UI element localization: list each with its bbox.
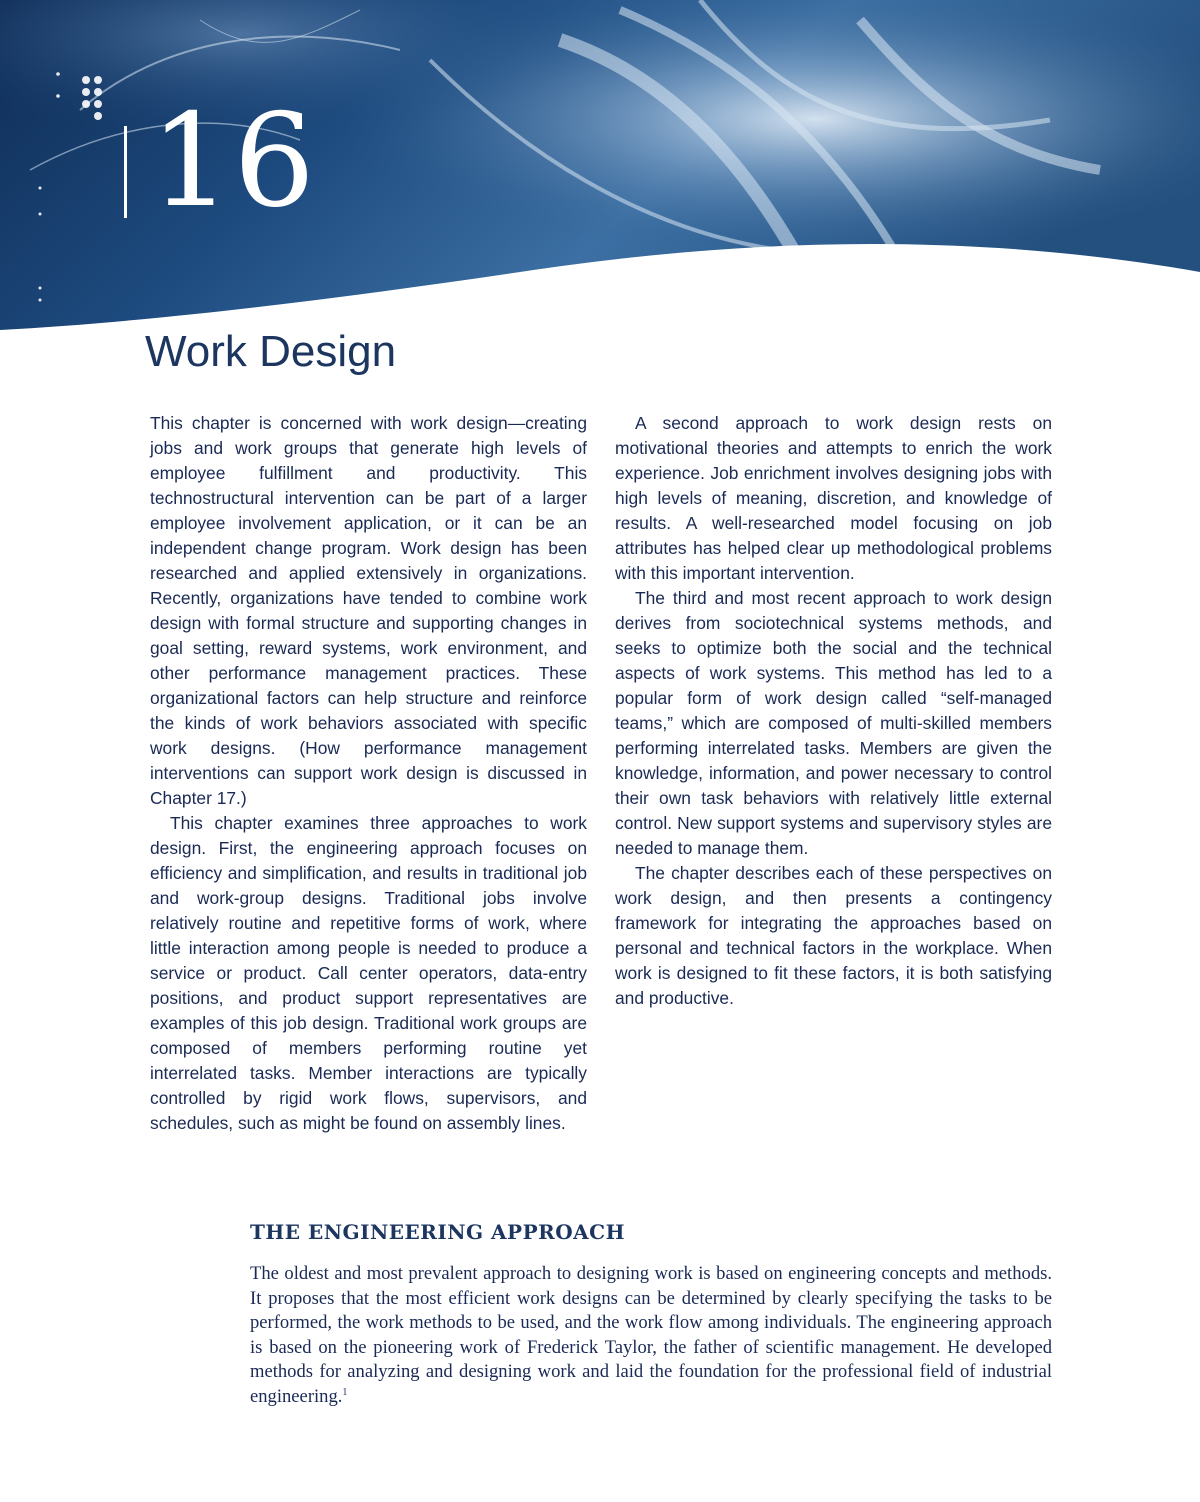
section-body [250,1262,1052,1410]
intro-paragraph: This chapter examines three approaches to work design. First, the engineering approach focuses on efficiency and simplification, and results in traditional job and work-group designs. Traditional jobs involve relatively routine and repetitive forms of work, where little interaction among people is needed to produce a service or product. Call center operators, data-entry positions, and product support representatives are examples of this job design. Traditional work groups are composed of members performing routine yet interrelated tasks. Member interactions are typically controlled by rigid work flows, supervisors, and schedules, such as might be found on assembly lines. [150,813,587,1133]
intro-paragraph: A second approach to work design rests on motivational theories and attempts to enrich the work experience. Job enrichment involves designing jobs with high levels of meaning, discretion, and knowledge of results. A well-researched model focusing on job attributes has helped clear up methodological problems with this important intervention. [615,413,1052,583]
footnote-marker[interactable]: 1 [342,1386,348,1398]
intro-paragraph: The third and most recent approach to work design derives from sociotechnical systems methods, and seeks to optimize both the social and the technical aspects of work systems. This method has led to a popular form of work design called “self-managed teams,” which are composed of multi-skilled members performing interrelated tasks. Members are given the knowledge, information, and power necessary to control their own task behaviors with relatively little external control. New support systems and supervisory styles are needed to manage them. [615,588,1052,858]
intro-paragraph: The chapter describes each of these perspectives on work design, and then presents a contingency framework for integrating the approaches based on personal and technical factors in the workplace. When work is designed to fit these factors, it is both satisfying and productive. [615,863,1052,1008]
chapter-introduction [150,411,1052,1171]
section-body-text: The oldest and most prevalent approach to designing work is based on engineering concepts and methods. It proposes that the most efficient work designs can be determined by clearly specifying the tasks to be performed, the work methods to be used, and the work flow among individuals. The engineering approach is based on the pioneering work of Frederick Taylor, the father of scientific management. He developed methods for analyzing and designing work and laid the foundation for the professional field of industrial engineering. [250,1263,1052,1407]
chapter-title: Work Design [145,327,397,376]
section-heading: THE ENGINEERING APPROACH [250,1220,625,1244]
chapter-number: 16 [150,87,317,236]
intro-paragraph: This chapter is concerned with work design—creating jobs and work groups that generate high levels of employee fulfillment and productivity. This technostructural intervention can be part of a larger employee involvement application, or it can be an independent change program. Work design has been researched and applied extensively in organizations. Recently, organizations have tended to combine work design with formal structure and supporting changes in goal setting, reward systems, work environment, and other performance management practices. These organizational factors can help structure and reinforce the kinds of work behaviors associated with specific work designs. (How performance management interventions can support work design is discussed in Chapter 17.) [150,413,587,808]
